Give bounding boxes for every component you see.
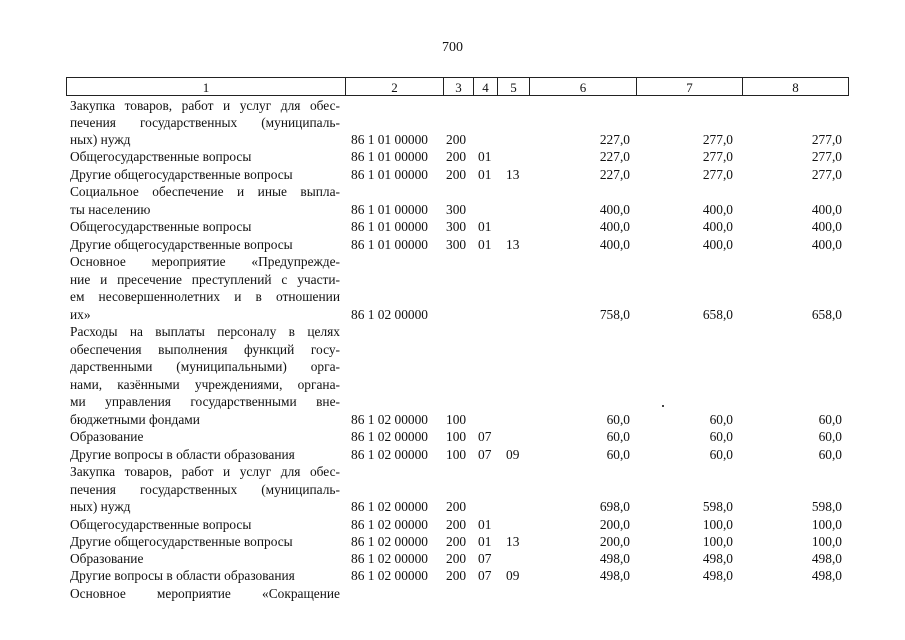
row-value-col6: 758,0	[599, 307, 630, 322]
row-value-col6: 400,0	[599, 202, 630, 217]
row-code: 86 1 01 00000	[351, 219, 428, 234]
row-value-col7: 277,0	[702, 167, 733, 182]
row-value-col7: 60,0	[709, 412, 733, 427]
row-name: ние и пресечение преступлений с участи-	[70, 272, 340, 287]
table-row	[0, 481, 905, 498]
row-code: 86 1 02 00000	[351, 551, 428, 566]
row-value-col8: 598,0	[811, 499, 842, 514]
table-row	[0, 253, 905, 270]
row-value-col7: 60,0	[709, 429, 733, 444]
row-value-col6: 227,0	[599, 167, 630, 182]
header-col-4: 4	[473, 77, 498, 96]
row-name: нами, казёнными учреждениями, органа-	[70, 377, 340, 392]
row-code: 86 1 02 00000	[351, 499, 428, 514]
row-name: Закупка товаров, работ и услуг для обес-	[70, 98, 340, 113]
row-expense-type: 100	[446, 447, 467, 462]
table-row	[0, 201, 905, 218]
row-code: 86 1 02 00000	[351, 517, 428, 532]
row-value-col6: 498,0	[599, 568, 630, 583]
row-subsection: 09	[506, 568, 520, 583]
row-expense-type: 200	[446, 167, 467, 182]
row-code: 86 1 01 00000	[351, 237, 428, 252]
header-col-3: 3	[443, 77, 474, 96]
row-section: 07	[478, 429, 492, 444]
row-name: Другие общегосударственные вопросы	[70, 237, 293, 252]
row-name: Закупка товаров, работ и услуг для обес-	[70, 464, 340, 479]
row-value-col6: 200,0	[599, 517, 630, 532]
row-value-col6: 227,0	[599, 149, 630, 164]
row-expense-type: 100	[446, 429, 467, 444]
table-row	[0, 498, 905, 515]
row-value-col7: 400,0	[702, 219, 733, 234]
row-name: ми управления государственными вне-	[70, 394, 340, 409]
row-name: Другие общегосударственные вопросы	[70, 534, 293, 549]
table-row	[0, 323, 905, 340]
row-subsection: 13	[506, 534, 520, 549]
row-section: 01	[478, 517, 492, 532]
row-value-col7: 100,0	[702, 534, 733, 549]
row-value-col7: 498,0	[702, 551, 733, 566]
table-row	[0, 428, 905, 445]
row-name: бюджетными фондами	[70, 412, 200, 427]
row-value-col8: 498,0	[811, 568, 842, 583]
table-row	[0, 114, 905, 131]
row-expense-type: 200	[446, 534, 467, 549]
table-row	[0, 376, 905, 393]
row-name: их»	[70, 307, 91, 322]
table-row	[0, 446, 905, 463]
row-expense-type: 200	[446, 499, 467, 514]
row-code: 86 1 02 00000	[351, 307, 428, 322]
row-value-col6: 400,0	[599, 219, 630, 234]
row-value-col6: 60,0	[606, 412, 630, 427]
row-expense-type: 200	[446, 132, 467, 147]
row-name: дарственными (муниципальными) орга-	[70, 359, 340, 374]
row-value-col7: 498,0	[702, 568, 733, 583]
row-value-col8: 60,0	[818, 412, 842, 427]
row-name: ты населению	[70, 202, 151, 217]
row-name: ных) нужд	[70, 132, 131, 147]
row-value-col8: 100,0	[811, 517, 842, 532]
row-expense-type: 300	[446, 202, 467, 217]
table-row	[0, 183, 905, 200]
row-code: 86 1 01 00000	[351, 167, 428, 182]
table-row	[0, 218, 905, 235]
row-name: ных) нужд	[70, 499, 131, 514]
row-name: Общегосударственные вопросы	[70, 517, 252, 532]
row-subsection: 13	[506, 237, 520, 252]
row-name: Расходы на выплаты персоналу в целях	[70, 324, 340, 339]
row-value-col6: 60,0	[606, 429, 630, 444]
row-name: Социальное обеспечение и иные выпла-	[70, 184, 340, 199]
row-value-col7: 598,0	[702, 499, 733, 514]
row-value-col7: 60,0	[709, 447, 733, 462]
row-name: Общегосударственные вопросы	[70, 149, 252, 164]
row-name: обеспечения выполнения функций госу-	[70, 342, 340, 357]
scan-speck	[662, 405, 664, 407]
row-expense-type: 300	[446, 219, 467, 234]
row-code: 86 1 02 00000	[351, 412, 428, 427]
row-code: 86 1 01 00000	[351, 202, 428, 217]
row-name: Другие вопросы в области образования	[70, 447, 295, 462]
row-value-col7: 658,0	[702, 307, 733, 322]
row-value-col7: 277,0	[702, 132, 733, 147]
row-value-col8: 658,0	[811, 307, 842, 322]
page-number: 700	[442, 40, 463, 55]
header-col-7: 7	[636, 77, 743, 96]
row-value-col6: 498,0	[599, 551, 630, 566]
row-section: 07	[478, 447, 492, 462]
table-row	[0, 550, 905, 567]
table-row	[0, 463, 905, 480]
row-name: Образование	[70, 551, 144, 566]
row-name: Другие вопросы в области образования	[70, 568, 295, 583]
row-value-col7: 277,0	[702, 149, 733, 164]
row-section: 01	[478, 237, 492, 252]
row-section: 01	[478, 167, 492, 182]
table-row	[0, 131, 905, 148]
row-value-col8: 400,0	[811, 202, 842, 217]
row-value-col6: 60,0	[606, 447, 630, 462]
row-name: Общегосударственные вопросы	[70, 219, 252, 234]
row-code: 86 1 01 00000	[351, 132, 428, 147]
row-value-col8: 100,0	[811, 534, 842, 549]
row-section: 01	[478, 219, 492, 234]
row-expense-type: 100	[446, 412, 467, 427]
row-code: 86 1 02 00000	[351, 534, 428, 549]
row-name: печения государственных (муниципаль-	[70, 482, 340, 497]
row-name: Другие общегосударственные вопросы	[70, 167, 293, 182]
table-row	[0, 567, 905, 584]
row-value-col8: 400,0	[811, 219, 842, 234]
row-name: Основное мероприятие «Сокращение	[70, 586, 340, 601]
row-value-col6: 698,0	[599, 499, 630, 514]
table-row	[0, 393, 905, 410]
table-row	[0, 166, 905, 183]
row-value-col8: 400,0	[811, 237, 842, 252]
row-name: печения государственных (муниципаль-	[70, 115, 340, 130]
row-expense-type: 200	[446, 517, 467, 532]
row-section: 01	[478, 534, 492, 549]
row-section: 07	[478, 568, 492, 583]
table-row	[0, 516, 905, 533]
row-expense-type: 300	[446, 237, 467, 252]
row-value-col6: 200,0	[599, 534, 630, 549]
table-row	[0, 533, 905, 550]
table-row	[0, 585, 905, 602]
table-row	[0, 236, 905, 253]
row-section: 01	[478, 149, 492, 164]
row-value-col7: 400,0	[702, 202, 733, 217]
row-value-col8: 60,0	[818, 429, 842, 444]
row-value-col8: 60,0	[818, 447, 842, 462]
row-value-col7: 400,0	[702, 237, 733, 252]
row-expense-type: 200	[446, 568, 467, 583]
row-code: 86 1 02 00000	[351, 568, 428, 583]
table-row	[0, 341, 905, 358]
row-value-col8: 277,0	[811, 167, 842, 182]
header-col-8: 8	[742, 77, 849, 96]
row-code: 86 1 02 00000	[351, 447, 428, 462]
row-value-col8: 277,0	[811, 149, 842, 164]
header-col-5: 5	[497, 77, 530, 96]
header-col-6: 6	[529, 77, 637, 96]
row-value-col8: 498,0	[811, 551, 842, 566]
row-code: 86 1 02 00000	[351, 429, 428, 444]
row-value-col6: 227,0	[599, 132, 630, 147]
table-row	[0, 271, 905, 288]
row-section: 07	[478, 551, 492, 566]
table-row	[0, 97, 905, 114]
header-col-1: 1	[66, 77, 346, 96]
header-col-2: 2	[345, 77, 444, 96]
row-name: Образование	[70, 429, 144, 444]
row-name: Основное мероприятие «Предупрежде-	[70, 254, 340, 269]
row-value-col7: 100,0	[702, 517, 733, 532]
table-row	[0, 358, 905, 375]
row-value-col6: 400,0	[599, 237, 630, 252]
row-subsection: 09	[506, 447, 520, 462]
row-code: 86 1 01 00000	[351, 149, 428, 164]
row-name: ем несовершеннолетних и в отношении	[70, 289, 340, 304]
table-header	[66, 77, 849, 97]
row-expense-type: 200	[446, 551, 467, 566]
row-expense-type: 200	[446, 149, 467, 164]
table-row	[0, 148, 905, 165]
row-subsection: 13	[506, 167, 520, 182]
row-value-col8: 277,0	[811, 132, 842, 147]
table-row	[0, 288, 905, 305]
table-row	[0, 411, 905, 428]
table-row	[0, 306, 905, 323]
